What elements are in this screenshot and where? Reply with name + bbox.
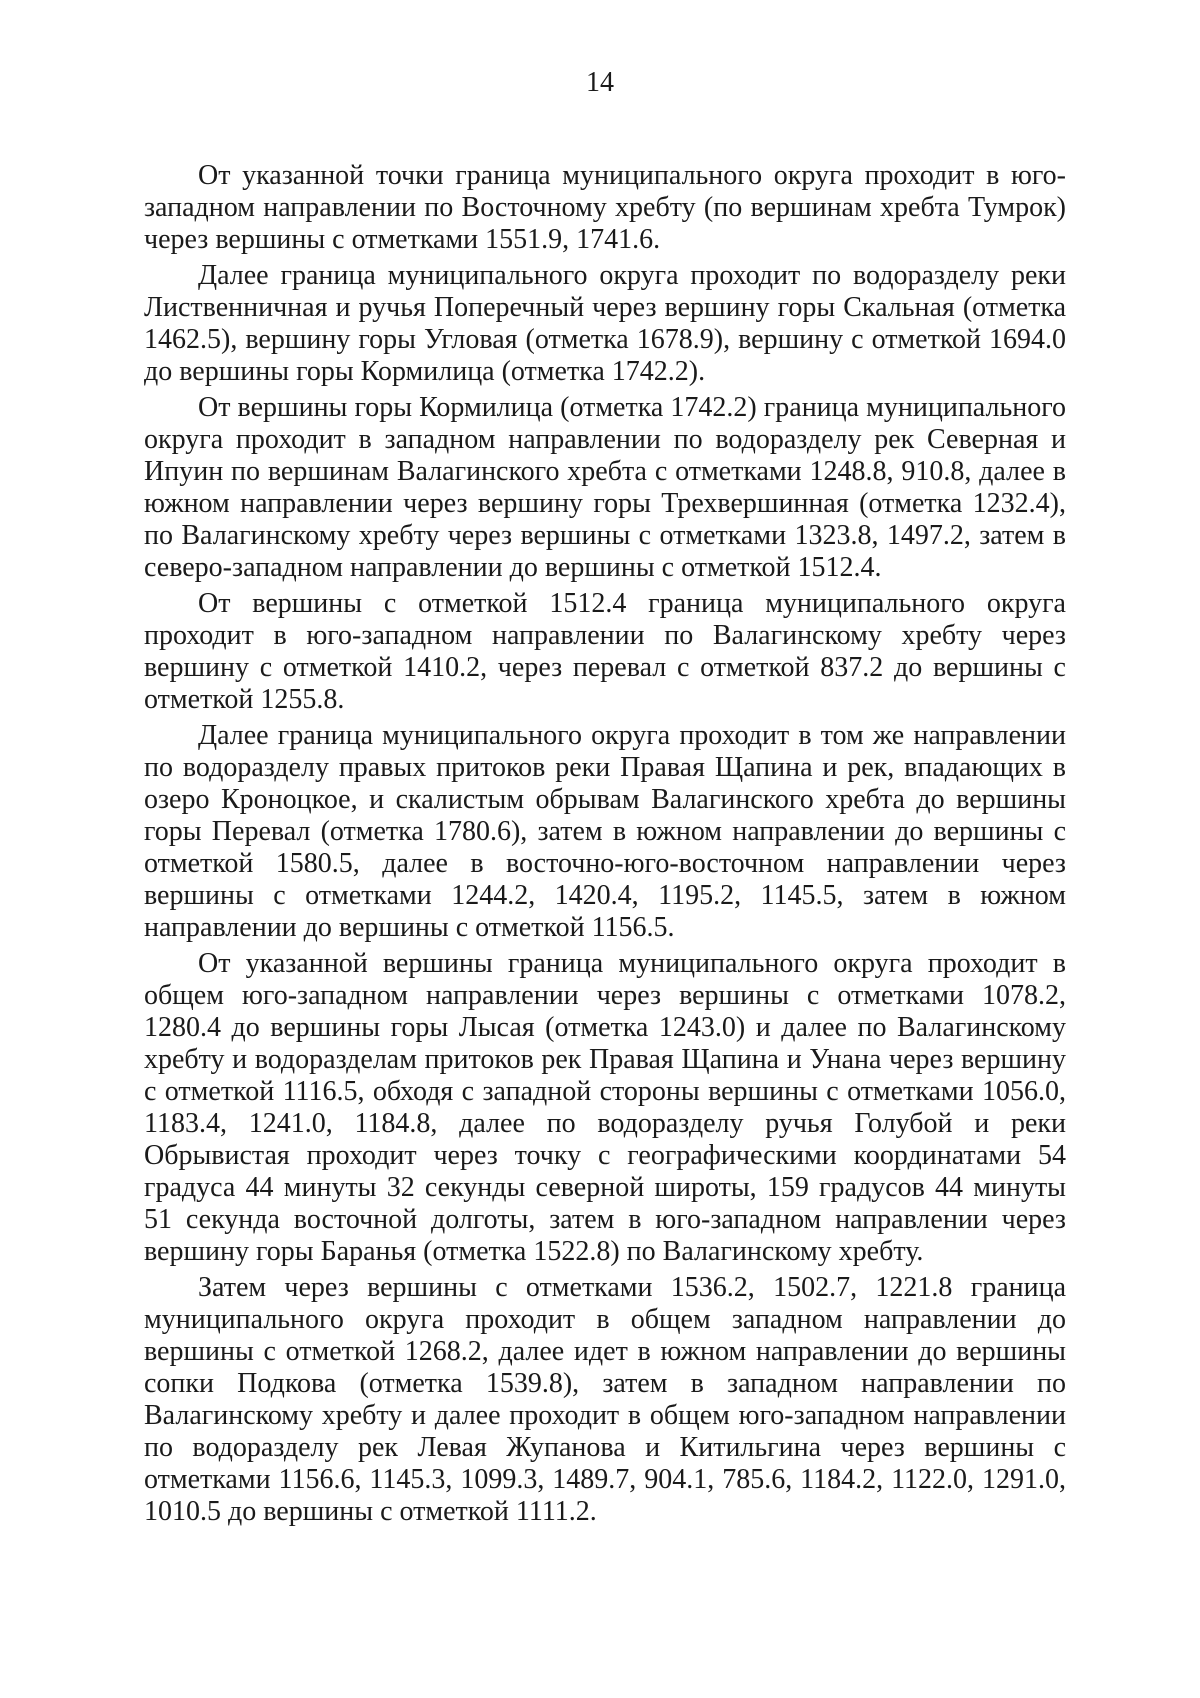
page-number: 14: [586, 67, 614, 98]
document-body: [144, 160, 1066, 1532]
paragraph-6: От указанной вершины граница муниципального округа проходит в общем юго-западном направлении через вершины с отметками 1078.2, 1280.4 до вершины горы Лысая (отметка 1243.0) и далее по Валагинскому хребту и водоразделам притоков рек Правая Щапина и Унана через вершину с отметкой 1116.5, обходя с западной стороны вершины с отметками 1056.0, 1183.4, 1241.0, 1184.8, далее по водоразделу ручья Голубой и реки Обрывистая проходит через точку с географическими координатами 54 градуса 44 минуты 32 секунды северной широты, 159 градусов 44 минуты 51 секунда восточной долготы, затем в юго-западном направлении через вершину горы Баранья (отметка 1522.8) по Валагинскому хребту.: [144, 948, 1066, 1267]
paragraph-7: Затем через вершины с отметками 1536.2, 1502.7, 1221.8 граница муниципального округа проходит в общем западном направлении до вершины с отметкой 1268.2, далее идет в южном направлении до вершины сопки Подкова (отметка 1539.8), затем в западном направлении по Валагинскому хребту и далее проходит в общем юго-западном направлении по водоразделу рек Левая Жупанова и Китильгина через вершины с отметками 1156.6, 1145.3, 1099.3, 1489.7, 904.1, 785.6, 1184.2, 1122.0, 1291.0, 1010.5 до вершины с отметкой 1111.2.: [144, 1272, 1066, 1527]
paragraph-1: От указанной точки граница муниципального округа проходит в юго-западном направлении по Восточному хребту (по вершинам хребта Тумрок) через вершины с отметками 1551.9, 1741.6.: [144, 160, 1066, 255]
paragraph-2: Далее граница муниципального округа проходит по водоразделу реки Лиственничная и ручья Поперечный через вершину горы Скальная (отметка 1462.5), вершину горы Угловая (отметка 1678.9), вершину с отметкой 1694.0 до вершины горы Кормилица (отметка 1742.2).: [144, 260, 1066, 387]
paragraph-5: Далее граница муниципального округа проходит в том же направлении по водоразделу правых притоков реки Правая Щапина и рек, впадающих в озеро Кроноцкое, и скалистым обрывам Валагинского хребта до вершины горы Перевал (отметка 1780.6), затем в южном направлении до вершины с отметкой 1580.5, далее в восточно-юго-восточном направлении через вершины с отметками 1244.2, 1420.4, 1195.2, 1145.5, затем в южном направлении до вершины с отметкой 1156.5.: [144, 720, 1066, 943]
paragraph-3: От вершины горы Кормилица (отметка 1742.2) граница муниципального округа проходит в западном направлении по водоразделу рек Северная и Ипуин по вершинам Валагинского хребта с отметками 1248.8, 910.8, далее в южном направлении через вершину горы Трехвершинная (отметка 1232.4), по Валагинскому хребту через вершины с отметками 1323.8, 1497.2, затем в северо-западном направлении до вершины с отметкой 1512.4.: [144, 392, 1066, 583]
paragraph-4: От вершины с отметкой 1512.4 граница муниципального округа проходит в юго-западном направлении по Валагинскому хребту через вершину с отметкой 1410.2, через перевал с отметкой 837.2 до вершины с отметкой 1255.8.: [144, 588, 1066, 715]
